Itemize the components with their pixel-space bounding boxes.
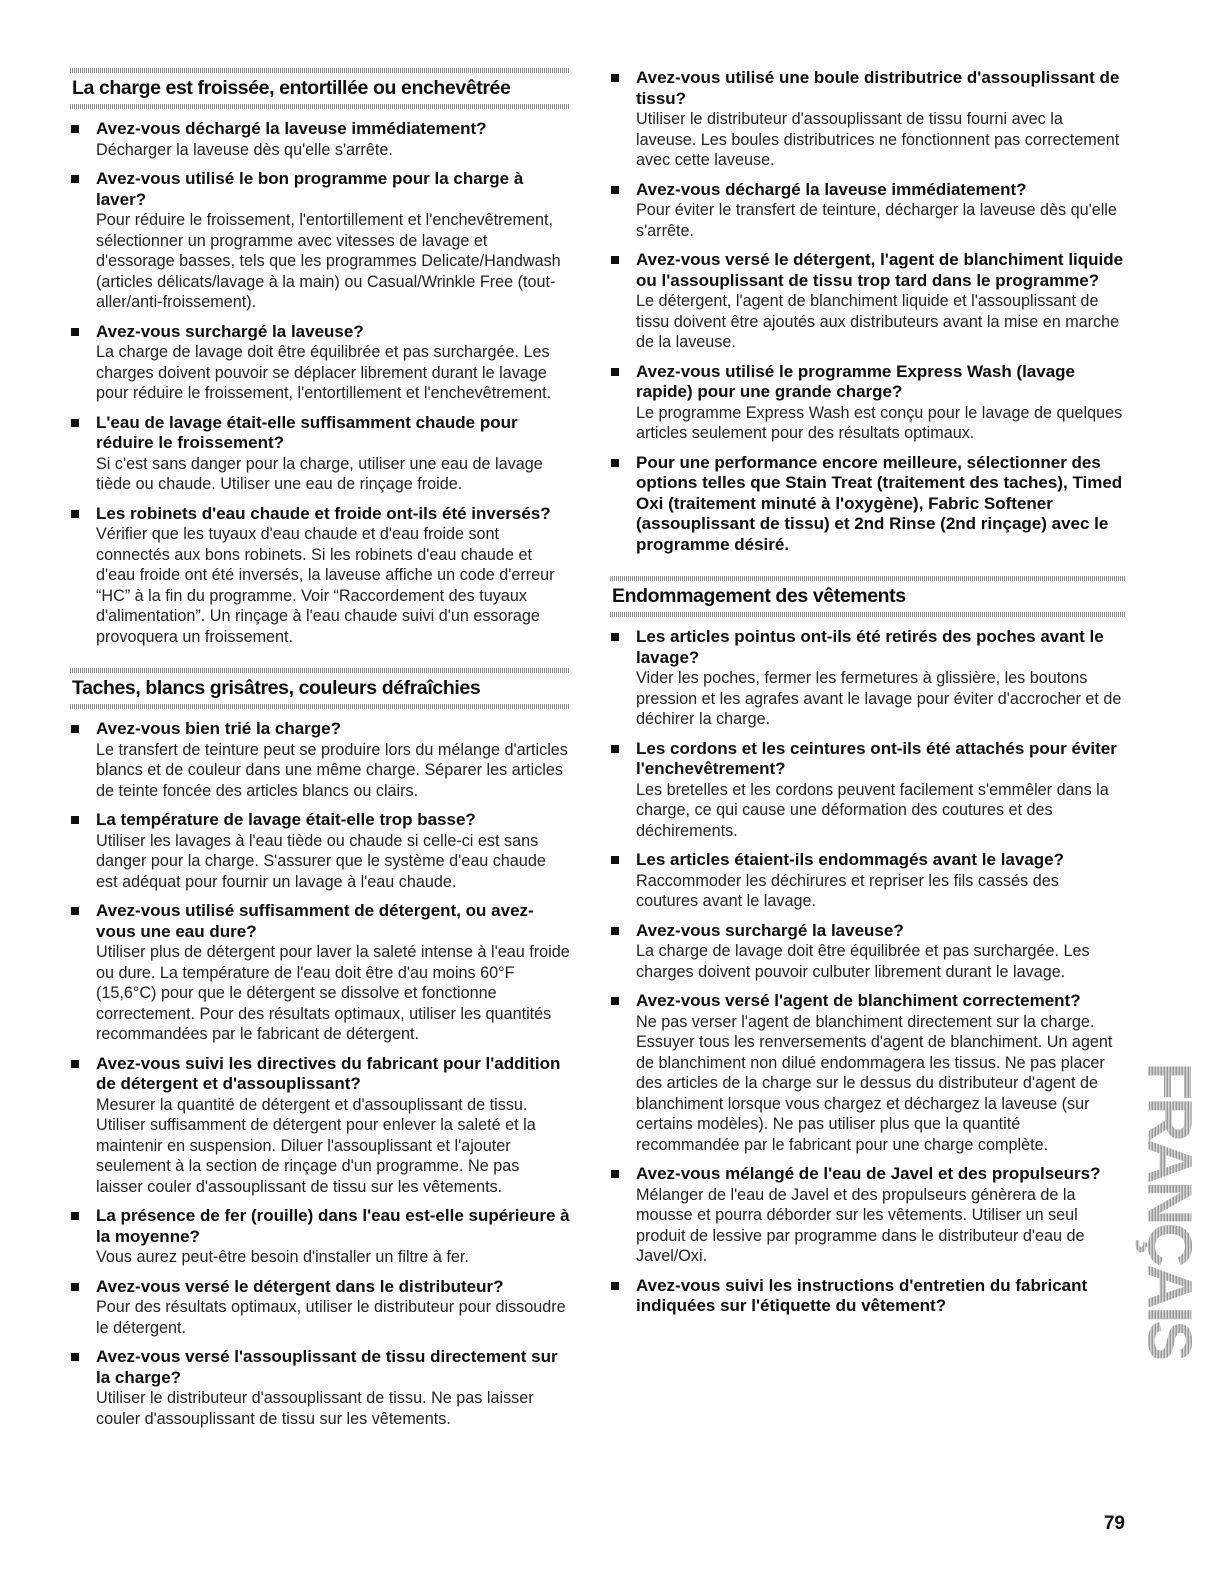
list-item bbox=[70, 1347, 570, 1429]
question: Avez-vous versé l'agent de blanchiment correctement? bbox=[636, 991, 1081, 1010]
language-label: FRANÇAIS bbox=[1134, 1061, 1204, 1359]
page-number: 79 bbox=[1103, 1513, 1125, 1534]
square-bullet-icon bbox=[611, 74, 619, 82]
list-item bbox=[70, 169, 570, 313]
question: Les articles étaient-ils endommagés avant le lavage? bbox=[636, 850, 1065, 869]
list-item bbox=[70, 1206, 570, 1268]
answer: Utiliser les lavages à l'eau tiède ou chaude si celle-ci est sans danger pour la charge. S'assurer que le système d'eau chaude est adéquat pour fournir un lavage à l'eau chaude. bbox=[96, 831, 546, 891]
question: Avez-vous bien trié la charge? bbox=[96, 719, 341, 738]
section-title: La charge est froissée, entortillée ou enchevêtrée bbox=[72, 77, 511, 99]
question: Pour une performance encore meilleure, sélectionner des options telles que Stain Treat (traitement des taches), Timed Oxi (traitement minuté à l'oxygène), Fabric Softener (assouplissant de tissu) et 2nd Rinse (2nd rinçage) avec le programme désiré. bbox=[636, 452, 1123, 554]
question: La température de lavage était-elle trop basse? bbox=[96, 810, 476, 829]
question: Avez-vous versé l'assouplissant de tissu directement sur la charge? bbox=[96, 1347, 558, 1387]
question: Avez-vous suivi les instructions d'entretien du fabricant indiquées sur l'étiquette du vêtement? bbox=[636, 1275, 1088, 1315]
list-item bbox=[610, 850, 1125, 912]
square-bullet-icon bbox=[71, 725, 79, 733]
troubleshooting-list bbox=[610, 627, 1125, 1317]
question: Avez-vous utilisé suffisamment de détergent, ou avez-vous une eau dure? bbox=[96, 901, 534, 941]
question: L'eau de lavage était-elle suffisamment chaude pour réduire le froissement? bbox=[96, 412, 518, 452]
language-side-tab bbox=[1134, 1060, 1204, 1360]
list-item bbox=[610, 362, 1125, 444]
section-title: Taches, blancs grisâtres, couleurs défraîchies bbox=[72, 677, 481, 699]
question: Les cordons et les ceintures ont-ils été attachés pour éviter l'enchevêtrement? bbox=[636, 738, 1117, 778]
list-item bbox=[610, 1276, 1125, 1317]
list-item bbox=[70, 901, 570, 1045]
left-column bbox=[70, 68, 570, 1438]
section-header bbox=[610, 576, 1125, 617]
header-rule-bottom bbox=[610, 612, 1125, 617]
troubleshooting-list bbox=[70, 119, 570, 647]
answer: Vider les poches, fermer les fermetures à glissière, les boutons pression et les agrafes avant le lavage pour éviter d'accrocher et de déchirer la charge. bbox=[636, 669, 1122, 728]
answer: La charge de lavage doit être équilibrée et pas surchargée. Les charges doivent pouvoir culbuter librement durant le lavage. bbox=[636, 942, 1090, 981]
question: Avez-vous déchargé la laveuse immédiatement? bbox=[96, 119, 487, 138]
answer: Décharger la laveuse dès qu'elle s'arrête. bbox=[96, 140, 393, 159]
square-bullet-icon bbox=[71, 1353, 79, 1361]
list-item bbox=[70, 119, 570, 160]
header-rule-bottom bbox=[70, 104, 570, 109]
square-bullet-icon bbox=[611, 459, 619, 467]
answer: La charge de lavage doit être équilibrée et pas surchargée. Les charges doivent pouvoir se déplacer librement durant le lavage pour réduire le froissement, l'entortillement et l'enchevêtrement. bbox=[96, 343, 552, 402]
list-item bbox=[70, 322, 570, 404]
answer: Le détergent, l'agent de blanchiment liquide et l'assouplissant de tissu doivent être ajoutés aux distributeurs avant la mise en marche de la laveuse. bbox=[636, 292, 1120, 351]
question: La présence de fer (rouille) dans l'eau est-elle supérieure à la moyenne? bbox=[96, 1206, 570, 1246]
list-item bbox=[610, 627, 1125, 730]
question: Avez-vous surchargé la laveuse? bbox=[96, 321, 364, 341]
answer: Utiliser plus de détergent pour laver la saleté intense à l'eau froide ou dure. La température de l'eau doit être d'au moins 60°F (15,6°C) pour que le détergent se dissolve et fonctionne correctement. Pour des résultats optimaux, utiliser les quantités recommandées par le fabricant de détergent. bbox=[96, 943, 570, 1043]
square-bullet-icon bbox=[71, 1212, 79, 1220]
square-bullet-icon bbox=[71, 816, 79, 824]
list-item bbox=[610, 250, 1125, 353]
question: Avez-vous suivi les directives du fabricant pour l'addition de détergent et d'assouplissant? bbox=[96, 1053, 561, 1093]
answer: Raccommoder les déchirures et repriser les fils cassés des coutures avant le lavage. bbox=[636, 871, 1059, 910]
question: Avez-vous surchargé la laveuse? bbox=[636, 920, 904, 940]
answer: Mesurer la quantité de détergent et d'assouplissant de tissu. Utiliser suffisamment de détergent pour enlever la saleté et la maintenir en suspension. Diluer l'assouplissant et l'ajouter seulement à la section de rinçage d'un programme. Ne pas laisser couler d'assouplissant de tissu sur les vêtements. bbox=[96, 1095, 536, 1196]
list-item bbox=[70, 1277, 570, 1339]
list-item bbox=[610, 991, 1125, 1155]
square-bullet-icon bbox=[611, 997, 619, 1005]
answer: Vérifier que les tuyaux d'eau chaude et d'eau froide sont connectés aux bons robinets. Si les robinets d'eau chaude et d'eau froide ont été inversés, la laveuse affiche un code d'erreur “HC” à la fin du programme. Voir “Raccordement des tuyaux d'alimentation”. Un rinçage à l'eau chaude suivi d'un essorage provoquera un froissement. bbox=[96, 525, 555, 646]
square-bullet-icon bbox=[71, 419, 79, 427]
list-item bbox=[70, 1054, 570, 1198]
square-bullet-icon bbox=[71, 907, 79, 915]
question: Les articles pointus ont-ils été retirés des poches avant le lavage? bbox=[636, 627, 1104, 667]
square-bullet-icon bbox=[71, 125, 79, 133]
list-item bbox=[610, 1164, 1125, 1267]
list-item bbox=[70, 810, 570, 892]
square-bullet-icon bbox=[71, 510, 79, 518]
square-bullet-icon bbox=[611, 256, 619, 264]
question: Avez-vous utilisé le programme Express Wash (lavage rapide) pour une grande charge? bbox=[636, 361, 1076, 401]
list-item bbox=[70, 504, 570, 648]
right-column bbox=[610, 68, 1125, 1326]
answer: Pour réduire le froissement, l'entortillement et l'enchevêtrement, sélectionner un programme avec vitesses de lavage et d'essorage basses, tels que les programmes Delicate/Handwash (articles délicats/lavage à la main) ou Casual/Wrinkle Free (tout-aller/anti-froissement). bbox=[96, 211, 561, 311]
answer: Utiliser le distributeur d'assouplissant de tissu. Ne pas laisser couler d'assouplissant de tissu sur les vêtements. bbox=[96, 1389, 534, 1428]
answer: Les bretelles et les cordons peuvent facilement s'emmêler dans la charge, ce qui cause une déformation des coutures et des déchirements. bbox=[636, 780, 1109, 840]
list-item bbox=[70, 413, 570, 495]
square-bullet-icon bbox=[611, 927, 619, 935]
list-item bbox=[70, 719, 570, 801]
square-bullet-icon bbox=[611, 1282, 619, 1290]
answer: Pour des résultats optimaux, utiliser le distributeur pour dissoudre le détergent. bbox=[96, 1298, 566, 1337]
question: Avez-vous utilisé le bon programme pour la charge à laver? bbox=[96, 169, 524, 209]
question: Avez-vous utilisé une boule distributrice d'assouplissant de tissu? bbox=[636, 68, 1120, 108]
troubleshooting-list bbox=[70, 719, 570, 1429]
square-bullet-icon bbox=[611, 368, 619, 376]
list-item bbox=[610, 180, 1125, 242]
list-item bbox=[610, 453, 1125, 556]
question: Avez-vous versé le détergent, l'agent de blanchiment liquide ou l'assouplissant de tissu trop tard dans le programme? bbox=[636, 250, 1124, 290]
square-bullet-icon bbox=[611, 186, 619, 194]
question: Avez-vous mélangé de l'eau de Javel et des propulseurs? bbox=[636, 1164, 1101, 1183]
square-bullet-icon bbox=[611, 633, 619, 641]
list-item bbox=[610, 921, 1125, 983]
section-header bbox=[70, 68, 570, 109]
answer: Le programme Express Wash est conçu pour le lavage de quelques articles seulement pour des résultats optimaux. bbox=[636, 403, 1123, 442]
troubleshooting-list bbox=[610, 68, 1125, 555]
answer: Vous aurez peut-être besoin d'installer un filtre à fer. bbox=[96, 1248, 469, 1266]
square-bullet-icon bbox=[71, 328, 79, 336]
section-gap bbox=[70, 656, 570, 668]
section-gap bbox=[610, 564, 1125, 576]
answer: Le transfert de teinture peut se produire lors du mélange d'articles blancs et de couleur dans une même charge. Séparer les articles de teinte foncée des articles blancs ou clairs. bbox=[96, 740, 568, 800]
question: Avez-vous versé le détergent dans le distributeur? bbox=[96, 1276, 504, 1296]
square-bullet-icon bbox=[71, 1283, 79, 1291]
question: Les robinets d'eau chaude et froide ont-ils été inversés? bbox=[96, 503, 551, 523]
answer: Pour éviter le transfert de teinture, décharger la laveuse dès qu'elle s'arrête. bbox=[636, 201, 1117, 240]
answer: Utiliser le distributeur d'assouplissant de tissu fourni avec la laveuse. Les boules distributrices ne fonctionnent pas correctement avec cette laveuse. bbox=[636, 110, 1120, 169]
list-item bbox=[610, 739, 1125, 842]
square-bullet-icon bbox=[611, 745, 619, 753]
answer: Ne pas verser l'agent de blanchiment directement sur la charge. Essuyer tous les renversements d'agent de blanchiment. Un agent de blanchiment non dilué endommagera les tissus. Ne pas placer des articles de la charge sur le dessus du distributeur d'agent de blanchiment lorsque vous chargez et déchargez la laveuse (sur certains modèles). Ne pas utiliser plus que la quantité recommandée par le fabricant pour une charge complète. bbox=[636, 1012, 1113, 1154]
square-bullet-icon bbox=[71, 175, 79, 183]
header-rule-bottom bbox=[70, 704, 570, 709]
question: Avez-vous déchargé la laveuse immédiatement? bbox=[636, 179, 1027, 199]
section-title: Endommagement des vêtements bbox=[612, 585, 906, 607]
square-bullet-icon bbox=[71, 1060, 79, 1068]
list-item bbox=[610, 68, 1125, 171]
square-bullet-icon bbox=[611, 856, 619, 864]
answer: Mélanger de l'eau de Javel et des propulseurs génèrera de la mousse et pourra déborder sur les vêtements. Utiliser un seul produit de lessive par programme dans le distributeur d'eau de Javel/Oxi. bbox=[636, 1185, 1085, 1265]
square-bullet-icon bbox=[611, 1170, 619, 1178]
answer: Si c'est sans danger pour la charge, utiliser une eau de lavage tiède ou chaude. Utiliser une eau de rinçage froide. bbox=[96, 454, 543, 493]
section-header bbox=[70, 668, 570, 709]
